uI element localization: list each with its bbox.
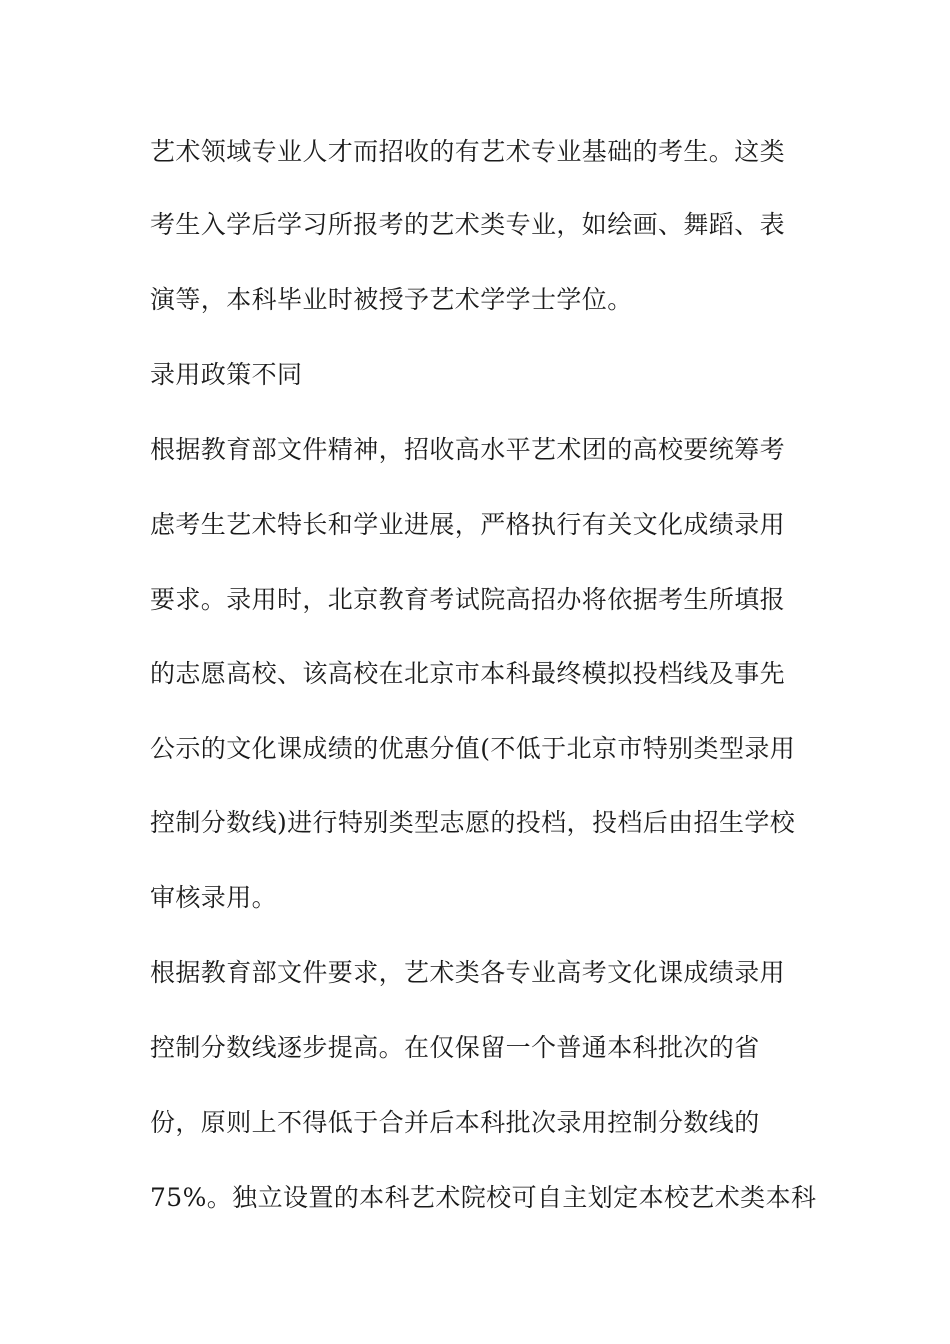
section-heading: 录用政策不同 bbox=[150, 360, 303, 389]
paragraph-line: 要求。录用时，北京教育考试院高招办将依据考生所填报 bbox=[150, 585, 786, 614]
paragraph-line: 虑考生艺术特长和学业进展，严格执行有关文化成绩录用 bbox=[150, 510, 786, 539]
paragraph-line: 的志愿高校、该高校在北京市本科最终模拟投档线及事先 bbox=[150, 659, 786, 688]
paragraph-line: 公示的文化课成绩的优惠分值(不低于北京市特别类型录用 bbox=[150, 734, 796, 763]
paragraph-line: 审核录用。 bbox=[150, 883, 278, 912]
paragraph-line: 控制分数线逐步提高。在仅保留一个普通本科批次的省 bbox=[150, 1033, 760, 1062]
paragraph-line: 艺术领域专业人才而招收的有艺术专业基础的考生。这类 bbox=[150, 137, 786, 166]
paragraph-line: 演等，本科毕业时被授予艺术学学士学位。 bbox=[150, 285, 633, 314]
paragraph-line: 75%。独立设置的本科艺术院校可自主划定本校艺术类本科 bbox=[150, 1183, 817, 1212]
paragraph-line: 考生入学后学习所报考的艺术类专业，如绘画、舞蹈、表 bbox=[150, 210, 786, 239]
paragraph-line: 控制分数线)进行特别类型志愿的投档，投档后由招生学校 bbox=[150, 808, 796, 837]
paragraph-line: 根据教育部文件精神，招收高水平艺术团的高校要统筹考 bbox=[150, 435, 786, 464]
paragraph-line: 根据教育部文件要求，艺术类各专业高考文化课成绩录用 bbox=[150, 958, 786, 987]
paragraph-line: 份，原则上不得低于合并后本科批次录用控制分数线的 bbox=[150, 1108, 760, 1137]
